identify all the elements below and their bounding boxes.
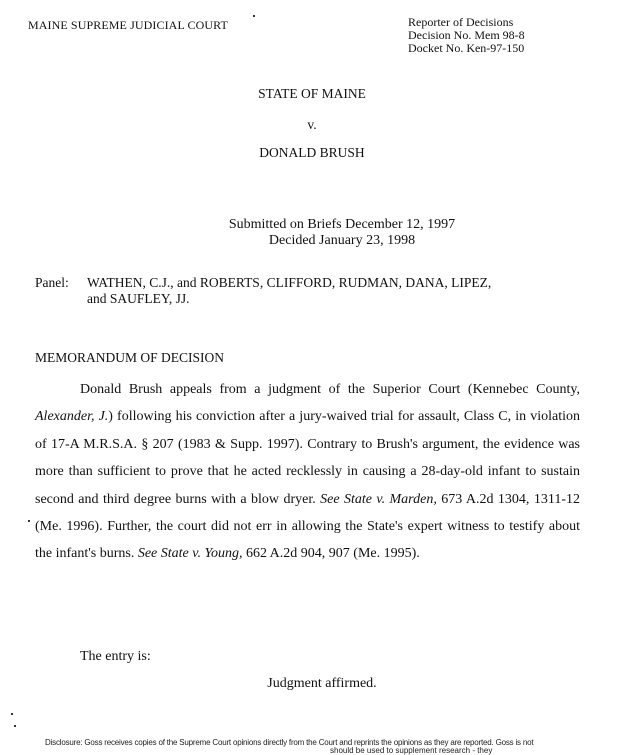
memorandum-title: MEMORANDUM OF DECISION: [35, 350, 225, 365]
scan-speck: [253, 15, 255, 17]
case-dates: [0, 217, 624, 249]
body-text-2: ) following his conviction after a jury-waived trial for assault, Class C, in violation of 17-A M.R.S.A. § 207 (1983 & Supp. 1997). Contrary to Brush's argument, the evidence was more than sufficient to prove that he acted recklessly in causing a 28-day-old infant to sustain second and third degree burns with a blow dryer.: [35, 409, 580, 507]
reporter-block: [408, 16, 525, 55]
memorandum-body: [35, 376, 580, 568]
body-text-1: Donald Brush appeals from a judgment of the Superior Court (Kennebec County,: [80, 382, 580, 397]
case-plaintiff: STATE OF MAINE: [258, 86, 366, 101]
case-versus: v.: [307, 117, 317, 132]
entry-label: The entry is:: [80, 649, 151, 664]
case-defendant: DONALD BRUSH: [259, 145, 365, 160]
docket-number: Docket No. Ken-97-150: [408, 41, 525, 55]
decision-number: Decision No. Mem 98-8: [408, 28, 525, 42]
submitted-date: Submitted on Briefs December 12, 1997: [228, 217, 456, 232]
reporter-title: Reporter of Decisions: [408, 15, 514, 29]
scan-speck: [14, 725, 16, 727]
disclaimer-line1: Disclosure: Goss receives copies of the Supreme Court opinions directly from the Court and reprints the opinions as they are reported. Goss is not: [45, 738, 534, 747]
panel-judges-line2: and SAUFLEY, JJ.: [87, 291, 190, 306]
decided-date: Decided January 23, 1998: [268, 233, 416, 248]
panel-block: [35, 275, 491, 307]
judgment-result: Judgment affirmed.: [267, 676, 377, 691]
trial-judge: Alexander, J.: [35, 409, 109, 425]
disclaimer-line2: should be used to supplement research - they: [330, 746, 493, 755]
court-name: MAINE SUPREME JUDICIAL COURT: [28, 18, 228, 32]
panel-judges-line1: WATHEN, C.J., and ROBERTS, CLIFFORD, RUDMAN, DANA, LIPEZ,: [87, 275, 492, 290]
panel-label: Panel:: [35, 275, 69, 290]
citation-marden: See State v. Marden,: [320, 491, 437, 507]
scan-speck: [11, 713, 13, 715]
body-text-4: 662 A.2d 904, 907 (Me. 1995).: [242, 546, 420, 562]
citation-young: See State v. Young,: [137, 546, 243, 562]
body-text-3: 673 A.2d 1304, 1311-12 (Me. 1996). Further, the court did not err in allowing the State's expert witness to testify about the infant's burns.: [35, 491, 580, 562]
scan-speck: [28, 520, 30, 522]
memorandum-paragraph: [35, 376, 580, 568]
